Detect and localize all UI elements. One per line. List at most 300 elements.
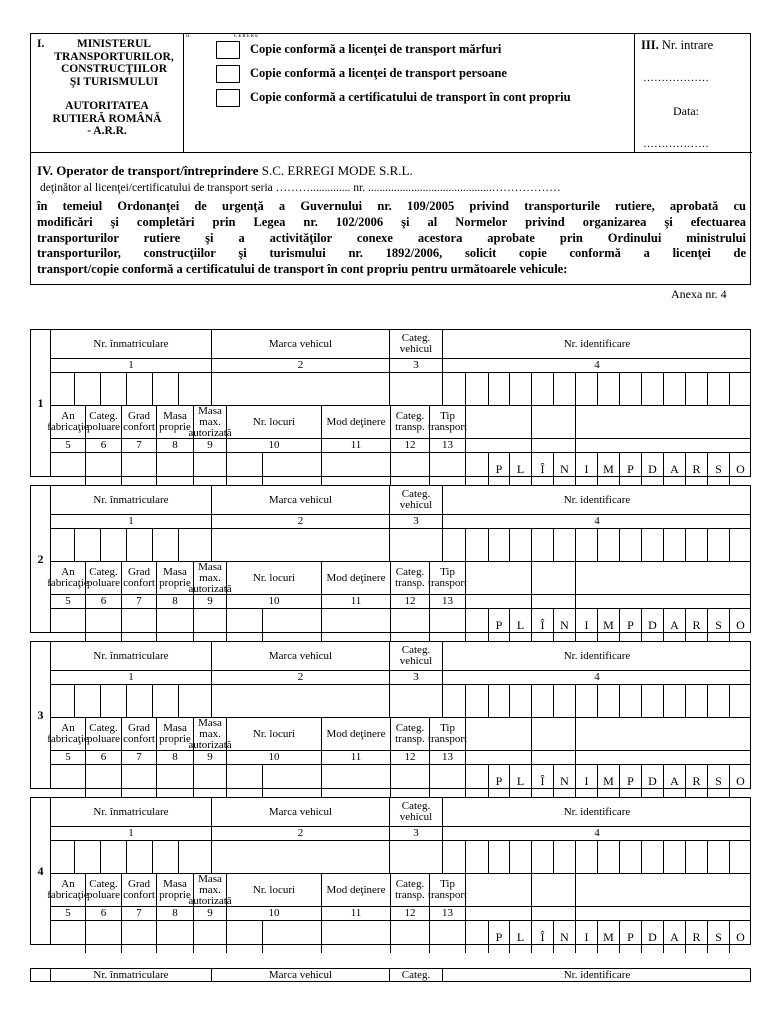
detail-input-box[interactable] (466, 765, 489, 797)
vin-char-box[interactable] (642, 373, 664, 406)
detail-input-box[interactable] (122, 765, 157, 797)
vin-char-box[interactable] (686, 841, 708, 874)
header-ownership-mode: Mod deţinere (322, 718, 391, 751)
column-number: 2 (212, 671, 390, 685)
plate-number-char-box[interactable] (153, 685, 179, 718)
column-number: 10 (227, 439, 322, 453)
header-comfort-level: Grad confort (122, 406, 157, 439)
transport-type-letter[interactable]: D (642, 921, 664, 953)
vin-char-box[interactable] (489, 529, 510, 562)
vin-char-box[interactable] (620, 529, 642, 562)
header-manufacture-year: An fabricaţie (51, 718, 86, 751)
transport-type-letter[interactable]: Î (532, 765, 554, 797)
checkbox-copy-goods-license[interactable] (216, 41, 240, 59)
vin-char-box[interactable] (708, 529, 730, 562)
column-number: 13 (430, 595, 466, 609)
column-number: 2 (212, 359, 390, 373)
header-pollution-category: Categ. poluare (86, 406, 122, 439)
detail-input-box[interactable] (391, 921, 430, 953)
operator-name[interactable]: S.C. ERREGI MODE S.R.L. (261, 163, 413, 178)
transport-type-letter[interactable]: D (642, 453, 664, 485)
detail-input-box[interactable] (86, 453, 122, 485)
detail-input-box[interactable] (227, 453, 263, 485)
header-transport-type: Tip transport (430, 562, 466, 595)
transport-type-letter[interactable]: A (664, 921, 686, 953)
column-number: 13 (430, 907, 466, 921)
plate-number-char-box[interactable] (101, 529, 127, 562)
detail-input-box[interactable] (194, 453, 227, 485)
detail-input-box[interactable] (391, 609, 430, 641)
column-number (576, 595, 751, 609)
detail-input-box[interactable] (263, 921, 322, 953)
column-number: 10 (227, 595, 322, 609)
vehicle-category-input[interactable] (390, 373, 443, 406)
column-number (466, 595, 532, 609)
partial-num-cell (31, 969, 51, 982)
header-ownership-mode: Mod deţinere (322, 874, 391, 907)
undefined (466, 406, 532, 439)
partial-header-vin: Nr. identificare (563, 969, 631, 981)
vin-char-box[interactable] (532, 841, 554, 874)
vin-char-box[interactable] (708, 373, 730, 406)
date-field[interactable]: ……………… (643, 138, 709, 150)
make-input[interactable] (212, 373, 390, 406)
vin-char-box[interactable] (489, 685, 510, 718)
detail-input-box[interactable] (322, 609, 391, 641)
vin-char-box[interactable] (686, 373, 708, 406)
column-number: 1 (51, 359, 212, 373)
vin-char-box[interactable] (598, 373, 620, 406)
license-holder-line[interactable]: deţinător al licenţei/certificatului de transport seria ……….............. nr. ...........................................……………… (40, 182, 561, 194)
detail-input-box[interactable] (322, 453, 391, 485)
transport-type-letter[interactable]: Î (532, 453, 554, 485)
detail-input-box[interactable] (157, 609, 194, 641)
vin-char-box[interactable] (598, 841, 620, 874)
vin-char-box[interactable] (510, 529, 532, 562)
header-transport-category: Categ. transp. (391, 562, 430, 595)
detail-input-box[interactable] (86, 765, 122, 797)
header-vin: Nr. identificare (443, 798, 751, 827)
vin-char-box[interactable] (554, 685, 576, 718)
column-number: 9 (194, 595, 227, 609)
plate-number-char-box[interactable] (179, 373, 212, 406)
vin-char-box[interactable] (466, 373, 489, 406)
plate-number-char-box[interactable] (179, 685, 212, 718)
undefined (576, 562, 751, 595)
header-transport-type: Tip transport (430, 406, 466, 439)
header-own-mass: Masa proprie (157, 874, 194, 907)
transport-type-letter[interactable]: O (736, 773, 745, 788)
ministry-line: TRANSPORTURILOR, (54, 50, 174, 63)
transport-type-letter[interactable]: L (510, 609, 532, 641)
plate-number-char-box[interactable] (75, 373, 101, 406)
detail-input-box[interactable] (122, 453, 157, 485)
transport-type-letter[interactable]: A (664, 765, 686, 797)
column-number: 1 (51, 671, 212, 685)
plate-number-char-box[interactable] (179, 841, 212, 874)
transport-type-letter[interactable]: P (489, 453, 510, 485)
section-2-number: II. (186, 34, 191, 39)
transport-type-letter[interactable]: N (554, 453, 576, 485)
column-number (466, 439, 532, 453)
transport-type-letter[interactable]: I (576, 453, 598, 485)
transport-type-letter[interactable]: D (642, 765, 664, 797)
transport-type-letter[interactable]: I (576, 609, 598, 641)
vin-char-box[interactable] (510, 841, 532, 874)
vin-char-box[interactable] (620, 841, 642, 874)
column-number: 5 (51, 595, 86, 609)
header-own-mass: Masa proprie (157, 718, 194, 751)
vin-char-box[interactable] (664, 685, 686, 718)
detail-input-box[interactable] (391, 765, 430, 797)
transport-type-letter[interactable]: S (708, 453, 730, 485)
transport-type-letter[interactable]: R (686, 609, 708, 641)
vin-char-box[interactable] (576, 841, 598, 874)
undefined (576, 874, 751, 907)
section-authority (31, 34, 184, 152)
transport-type-letter[interactable]: N (554, 609, 576, 641)
transport-type-letter[interactable]: Î (532, 921, 554, 953)
column-number (576, 751, 751, 765)
header-max-mass: Masa max. autorizată (188, 872, 232, 907)
column-number: 11 (322, 751, 391, 765)
section-operator (31, 152, 752, 285)
header-manufacture-year: An fabricaţie (51, 562, 86, 595)
header-plate-number: Nr. înmatriculare (51, 642, 212, 671)
vin-char-box[interactable] (730, 529, 751, 562)
column-number: 10 (227, 751, 322, 765)
vin-char-box[interactable] (489, 373, 510, 406)
detail-input-box[interactable] (194, 609, 227, 641)
detail-input-box[interactable] (227, 765, 263, 797)
detail-input-box[interactable] (51, 921, 86, 953)
plate-number-char-box[interactable] (153, 373, 179, 406)
plate-number-char-box[interactable] (101, 841, 127, 874)
checkbox-copy-own-account-certificate[interactable] (216, 89, 240, 107)
vin-char-box[interactable] (708, 685, 730, 718)
plate-number-char-box[interactable] (51, 685, 75, 718)
column-number: 2 (212, 827, 390, 841)
checkbox-copy-passenger-license[interactable] (216, 65, 240, 83)
vin-char-box[interactable] (730, 685, 751, 718)
plate-number-char-box[interactable] (101, 373, 127, 406)
plate-number-char-box[interactable] (75, 841, 101, 874)
detail-input-box[interactable] (227, 921, 263, 953)
column-number: 6 (86, 439, 122, 453)
column-number: 11 (322, 907, 391, 921)
transport-type-letter[interactable]: I (576, 765, 598, 797)
vin-char-box[interactable] (642, 529, 664, 562)
header-comfort-level: Grad confort (122, 562, 157, 595)
undefined (532, 406, 576, 439)
vin-char-box[interactable] (510, 373, 532, 406)
detail-input-box[interactable] (322, 921, 391, 953)
vin-char-box[interactable] (466, 685, 489, 718)
column-number (466, 907, 532, 921)
annex-label: Anexa nr. 4 (671, 287, 727, 301)
transport-type-letter[interactable]: M (598, 765, 620, 797)
column-number: 8 (157, 439, 194, 453)
make-input[interactable] (212, 841, 390, 874)
column-number (466, 751, 532, 765)
vin-char-box[interactable] (443, 685, 466, 718)
vin-char-box[interactable] (576, 529, 598, 562)
detail-input-box[interactable] (430, 921, 466, 953)
undefined (576, 406, 751, 439)
header-vin: Nr. identificare (443, 330, 751, 359)
plate-number-char-box[interactable] (153, 841, 179, 874)
detail-input-box[interactable] (157, 921, 194, 953)
transport-type-letter[interactable]: P (489, 921, 510, 953)
undefined (532, 718, 576, 751)
column-number: 3 (390, 671, 443, 685)
column-number: 4 (443, 515, 751, 529)
transport-type-letter[interactable]: P (489, 765, 510, 797)
header-comfort-level: Grad confort (122, 874, 157, 907)
transport-type-letter[interactable]: O (736, 617, 745, 632)
transport-type-letter[interactable]: M (598, 609, 620, 641)
column-number: 11 (322, 439, 391, 453)
vin-char-box[interactable] (598, 529, 620, 562)
transport-type-letter[interactable]: M (598, 453, 620, 485)
detail-input-box[interactable] (322, 765, 391, 797)
request-header (30, 33, 751, 285)
vehicle-block (30, 485, 751, 633)
column-number: 6 (86, 907, 122, 921)
transport-type-letter[interactable]: N (554, 765, 576, 797)
column-number: 13 (430, 751, 466, 765)
detail-input-box[interactable] (122, 921, 157, 953)
vehicle-category-input[interactable] (390, 529, 443, 562)
detail-input-box[interactable] (430, 609, 466, 641)
vin-char-box[interactable] (466, 529, 489, 562)
vin-char-box[interactable] (642, 841, 664, 874)
header-vin: Nr. identificare (443, 486, 751, 515)
header-manufacture-year: An fabricaţie (51, 874, 86, 907)
detail-input-box[interactable] (51, 453, 86, 485)
entry-number-label: Nr. intrare (661, 38, 714, 52)
header-max-mass: Masa max. autorizată (188, 560, 232, 595)
transport-type-letter[interactable]: R (686, 453, 708, 485)
partial-header-make: Marca vehicul (212, 969, 390, 982)
column-number: 12 (391, 751, 430, 765)
header-own-mass: Masa proprie (157, 562, 194, 595)
header-transport-type: Tip transport (430, 718, 466, 751)
transport-type-letter[interactable]: L (510, 765, 532, 797)
detail-input-box[interactable] (430, 765, 466, 797)
undefined (466, 718, 532, 751)
detail-input-box[interactable] (263, 765, 322, 797)
transport-type-letter[interactable]: S (708, 921, 730, 953)
transport-type-letter[interactable]: P (620, 609, 642, 641)
detail-input-box[interactable] (263, 609, 322, 641)
vin-char-box[interactable] (554, 373, 576, 406)
detail-input-box[interactable] (122, 609, 157, 641)
partial-vehicle-header (30, 968, 751, 982)
header-ownership-mode: Mod deţinere (322, 562, 391, 595)
vehicle-number: 2 (31, 486, 51, 632)
header-pollution-category: Categ. poluare (86, 874, 122, 907)
transport-type-letter[interactable]: P (620, 921, 642, 953)
column-number: 1 (51, 827, 212, 841)
vin-char-box[interactable] (443, 373, 466, 406)
vin-char-box[interactable] (443, 841, 466, 874)
paragraph-line: transporturilor rutiere şi a activităţilor conexe acestora aprobate prin Ordinului ministrului (37, 230, 746, 245)
header-seats: Nr. locuri (227, 562, 322, 595)
authority-line: - A.R.R. (87, 125, 127, 137)
column-number (532, 595, 576, 609)
paragraph-line: în temeiul Ordonanţei de urgenţă a Guvernului nr. 109/2005 privind transporturile rutiere, aprobată cu (37, 199, 746, 213)
header-make: Marca vehicul (212, 642, 390, 671)
plate-number-char-box[interactable] (51, 373, 75, 406)
column-number: 1 (51, 515, 212, 529)
detail-input-box[interactable] (466, 921, 489, 953)
vin-char-box[interactable] (664, 529, 686, 562)
column-number: 6 (86, 595, 122, 609)
vehicle-number: 3 (31, 642, 51, 788)
detail-input-box[interactable] (157, 453, 194, 485)
transport-type-letter[interactable]: O (736, 461, 745, 476)
plate-number-char-box[interactable] (101, 685, 127, 718)
option-copy-goods-license: Copie conformă a licenţei de transport mărfuri (250, 42, 502, 56)
paragraph-line: transporturilor, construcţiilor şi turismului nr. 1892/2006, solicit copie conformă a licenţei de (37, 246, 746, 261)
vin-char-box[interactable] (730, 841, 751, 874)
detail-input-box[interactable] (391, 453, 430, 485)
detail-input-box[interactable] (51, 765, 86, 797)
plate-number-char-box[interactable] (127, 841, 153, 874)
authority-line: RUTIERĂ ROMÂNĂ (52, 112, 162, 125)
vin-char-box[interactable] (532, 529, 554, 562)
transport-type-letter[interactable]: R (686, 765, 708, 797)
header-make: Marca vehicul (212, 486, 390, 515)
column-number: 3 (390, 827, 443, 841)
transport-type-letter[interactable]: S (708, 765, 730, 797)
transport-type-letter[interactable]: P (620, 765, 642, 797)
transport-type-letter[interactable]: N (554, 921, 576, 953)
vin-char-box[interactable] (443, 529, 466, 562)
vin-char-box[interactable] (532, 685, 554, 718)
transport-type-letter[interactable]: L (510, 921, 532, 953)
column-number: 5 (51, 907, 86, 921)
entry-number-field[interactable]: ……………… (643, 72, 709, 84)
transport-type-letter[interactable]: P (489, 609, 510, 641)
vehicle-category-input[interactable] (390, 685, 443, 718)
header-vehicle-category: Categ. vehicul (390, 798, 443, 827)
plate-number-char-box[interactable] (127, 373, 153, 406)
detail-input-box[interactable] (51, 609, 86, 641)
vin-char-box[interactable] (620, 685, 642, 718)
undefined (532, 874, 576, 907)
section-3-number: III. (641, 38, 659, 52)
vehicle-number: 1 (31, 330, 51, 476)
column-number: 3 (390, 359, 443, 373)
transport-type-letter[interactable]: I (576, 921, 598, 953)
vin-char-box[interactable] (620, 373, 642, 406)
plate-number-char-box[interactable] (179, 529, 212, 562)
vin-char-box[interactable] (576, 373, 598, 406)
detail-input-box[interactable] (157, 765, 194, 797)
transport-type-letter[interactable]: M (598, 921, 620, 953)
vin-char-box[interactable] (532, 373, 554, 406)
plate-number-char-box[interactable] (153, 529, 179, 562)
plate-number-char-box[interactable] (75, 685, 101, 718)
header-pollution-category: Categ. poluare (86, 718, 122, 751)
detail-input-box[interactable] (86, 609, 122, 641)
vin-char-box[interactable] (598, 685, 620, 718)
vin-char-box[interactable] (664, 841, 686, 874)
transport-type-letter[interactable]: A (664, 609, 686, 641)
transport-type-letter[interactable]: S (708, 609, 730, 641)
column-number: 4 (443, 359, 751, 373)
header-pollution-category: Categ. poluare (86, 562, 122, 595)
vin-char-box[interactable] (642, 685, 664, 718)
vin-char-box[interactable] (554, 841, 576, 874)
detail-input-box[interactable] (466, 609, 489, 641)
vin-char-box[interactable] (466, 841, 489, 874)
plate-number-char-box[interactable] (51, 841, 75, 874)
detail-input-box[interactable] (227, 609, 263, 641)
make-input[interactable] (212, 529, 390, 562)
vehicle-block (30, 641, 751, 789)
column-number: 8 (157, 751, 194, 765)
vin-char-box[interactable] (730, 373, 751, 406)
column-number (576, 907, 751, 921)
undefined (466, 562, 532, 595)
vin-char-box[interactable] (686, 529, 708, 562)
undefined (532, 562, 576, 595)
vin-char-box[interactable] (510, 685, 532, 718)
header-vehicle-category: Categ. vehicul (390, 486, 443, 515)
plate-number-char-box[interactable] (51, 529, 75, 562)
transport-type-letter[interactable]: L (510, 453, 532, 485)
transport-type-letter[interactable]: A (664, 453, 686, 485)
detail-input-box[interactable] (194, 921, 227, 953)
transport-type-letter[interactable]: R (686, 921, 708, 953)
detail-input-box[interactable] (430, 453, 466, 485)
detail-input-box[interactable] (86, 921, 122, 953)
option-copy-passenger-license: Copie conformă a licenţei de transport persoane (250, 66, 507, 80)
plate-number-char-box[interactable] (75, 529, 101, 562)
column-number: 6 (86, 751, 122, 765)
transport-type-letter[interactable]: D (642, 609, 664, 641)
transport-type-letter[interactable]: P (620, 453, 642, 485)
header-transport-category: Categ. transp. (391, 406, 430, 439)
plate-number-char-box[interactable] (127, 529, 153, 562)
vin-char-box[interactable] (576, 685, 598, 718)
vin-char-box[interactable] (664, 373, 686, 406)
transport-type-letter[interactable]: Î (532, 609, 554, 641)
column-number: 9 (194, 439, 227, 453)
make-input[interactable] (212, 685, 390, 718)
section-1-number: I. (37, 38, 45, 50)
plate-number-char-box[interactable] (127, 685, 153, 718)
vin-char-box[interactable] (554, 529, 576, 562)
vin-char-box[interactable] (708, 841, 730, 874)
ministry-line: MINISTERUL (76, 38, 152, 50)
column-number (532, 751, 576, 765)
vehicle-category-input[interactable] (390, 841, 443, 874)
column-number: 11 (322, 595, 391, 609)
vin-char-box[interactable] (686, 685, 708, 718)
transport-type-letter[interactable]: O (736, 929, 745, 944)
detail-input-box[interactable] (194, 765, 227, 797)
vehicle-number: 4 (31, 798, 51, 944)
detail-input-box[interactable] (263, 453, 322, 485)
detail-input-box[interactable] (466, 453, 489, 485)
paragraph-line: modificări şi completări prin Legea nr. 102/2006 şi al Normelor privind organizarea şi efectuarea (37, 214, 746, 229)
vin-char-box[interactable] (489, 841, 510, 874)
section-request-type (184, 34, 634, 152)
